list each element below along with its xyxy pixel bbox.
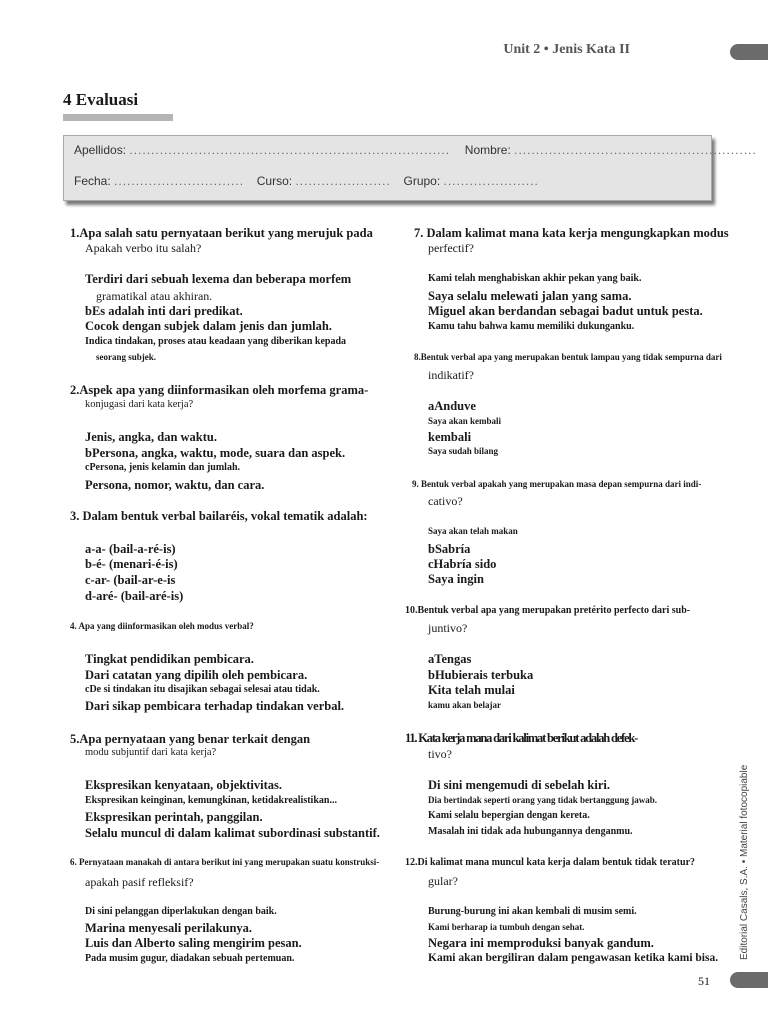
option-4a: Tingkat pendidikan pembicara. xyxy=(85,652,254,666)
option-1b: bEs adalah inti dari predikat. xyxy=(85,304,243,318)
option-10c: Kita telah mulai xyxy=(428,683,515,697)
question-1: 1.Apa salah satu pernyataan berikut yang merujuk pada xyxy=(70,226,373,240)
option-6b: Marina menyesali perilakunya. xyxy=(85,921,253,935)
curso-label: Curso: xyxy=(256,174,293,188)
option-4b: Dari catatan yang dipilih oleh pembicara. xyxy=(85,668,308,682)
question-8: 8.Bentuk verbal apa yang merupakan bentuk lampau yang tidak sempurna dari xyxy=(414,352,722,362)
question-7: 7. Dalam kalimat mana kata kerja mengungkapkan modus xyxy=(414,226,729,240)
student-info-form xyxy=(63,135,757,201)
unit-header: Unit 2 • Jenis Kata II xyxy=(503,42,630,57)
option-9b: bSabría xyxy=(428,542,471,556)
option-8c: kembali xyxy=(428,430,472,444)
option-3d: d-aré- (bail-aré-is) xyxy=(85,589,184,603)
fecha-field[interactable]: .............................. xyxy=(114,174,245,188)
page-tab-top xyxy=(730,44,768,60)
apellidos-field[interactable]: .......................................................................... xyxy=(129,143,451,157)
option-10d: kamu akan belajar xyxy=(428,700,502,710)
option-10a: aTengas xyxy=(428,652,472,666)
option-7c: Miguel akan berdandan sebagai badut untuk pesta. xyxy=(428,304,703,318)
option-2d: Persona, nomor, waktu, dan cara. xyxy=(85,478,265,492)
question-2-cont: konjugasi dari kata kerja? xyxy=(85,399,194,410)
option-11d: Masalah ini tidak ada hubungannya denganmu. xyxy=(428,826,633,837)
option-11c: Kami selalu bepergian dengan kereta. xyxy=(428,810,590,821)
option-5c: Ekspresikan perintah, panggilan. xyxy=(85,810,263,824)
question-6: 6. Pernyataan manakah di antara berikut ini yang merupakan suatu konstruksi- xyxy=(70,857,380,867)
question-10-cont: juntivo? xyxy=(428,621,468,635)
option-3b: b-é- (menari-é-is) xyxy=(85,557,178,571)
option-8b: Saya akan kembali xyxy=(428,416,502,426)
option-12a: Burung-burung ini akan kembali di musim semi. xyxy=(428,906,637,917)
question-1-cont: Apakah verbo itu salah? xyxy=(85,241,202,255)
option-8d: Saya sudah bilang xyxy=(428,446,499,456)
section-title: 4 Evaluasi xyxy=(63,90,139,109)
option-5b: Ekspresikan keinginan, kemungkinan, ketidakrealistikan... xyxy=(85,795,337,806)
grupo-label: Grupo: xyxy=(403,174,441,188)
question-12: 12.Di kalimat mana muncul kata kerja dalam bentuk tidak teratur? xyxy=(405,857,696,868)
apellidos-label: Apellidos: xyxy=(74,143,127,157)
question-9-cont: cativo? xyxy=(428,494,463,508)
publisher-sidebar-text: Editorial Casals, S.A. • Material fotocopiable xyxy=(739,764,750,960)
option-7a: Kami telah menghabiskan akhir pekan yang baik. xyxy=(428,273,642,284)
question-7-cont: perfectif? xyxy=(428,241,474,255)
option-7d: Kamu tahu bahwa kamu memiliki dukunganku. xyxy=(428,321,635,332)
option-6a: Di sini pelanggan diperlakukan dengan baik. xyxy=(85,906,277,917)
fecha-label: Fecha: xyxy=(74,174,111,188)
option-1c: Cocok dengan subjek dalam jenis dan jumlah. xyxy=(85,319,332,333)
option-5a: Ekspresikan kenyataan, objektivitas. xyxy=(85,778,283,792)
option-10b: bHubierais terbuka xyxy=(428,668,534,682)
form-row-1 xyxy=(74,143,757,157)
option-11b: Dia bertindak seperti orang yang tidak bertanggung jawab. xyxy=(428,795,658,805)
option-9d: Saya ingin xyxy=(428,572,484,586)
page-number: 51 xyxy=(698,974,710,988)
nombre-label: Nombre: xyxy=(464,143,511,157)
option-12d: Kami akan bergiliran dalam pengawasan ketika kami bisa. xyxy=(428,952,719,964)
option-7b: Saya selalu melewati jalan yang sama. xyxy=(428,289,632,303)
option-1a: Terdiri dari sebuah lexema dan beberapa morfem xyxy=(85,272,352,286)
page-tab-bottom xyxy=(730,972,768,988)
question-10: 10.Bentuk verbal apa yang merupakan pretérito perfecto dari sub- xyxy=(405,605,691,616)
question-3: 3. Dalam bentuk verbal bailaréis, vokal tematik adalah: xyxy=(70,509,368,523)
option-9c: cHabría sido xyxy=(428,557,497,571)
question-12-cont: gular? xyxy=(428,874,458,888)
option-1d: Indica tindakan, proses atau keadaan yang diberikan kepada xyxy=(85,336,347,347)
option-1d-cont: seorang subjek. xyxy=(96,352,157,362)
title-underline-bar xyxy=(63,114,173,121)
option-3a: a-a- (bail-a-ré-is) xyxy=(85,542,176,556)
nombre-field[interactable]: ........................................................ xyxy=(514,143,757,157)
question-11: 11. Kata kerja mana dari kalimat berikut adalah defek- xyxy=(405,731,638,745)
question-6-cont: apakah pasif refleksif? xyxy=(85,875,194,889)
question-4: 4. Apa yang diinformasikan oleh modus verbal? xyxy=(70,621,254,631)
question-2: 2.Aspek apa yang diinformasikan oleh morfema grama- xyxy=(70,383,369,397)
option-12c: Negara ini memproduksi banyak gandum. xyxy=(428,936,654,950)
option-6c: Luis dan Alberto saling mengirim pesan. xyxy=(85,936,302,950)
question-8-cont: indikatif? xyxy=(428,368,474,382)
option-3c: c-ar- (bail-ar-e-is xyxy=(85,573,176,587)
question-5-cont: modu subjuntif dari kata kerja? xyxy=(85,747,217,758)
option-12b: Kami berharap ia tumbuh dengan sehat. xyxy=(428,922,585,932)
option-8a: aAnduve xyxy=(428,399,476,413)
option-4d: Dari sikap pembicara terhadap tindakan verbal. xyxy=(85,699,345,713)
option-9a: Saya akan telah makan xyxy=(428,526,518,536)
question-11-cont: tivo? xyxy=(428,747,452,761)
option-6d: Pada musim gugur, diadakan sebuah pertemuan. xyxy=(85,953,295,964)
question-5: 5.Apa pernyataan yang benar terkait dengan xyxy=(70,732,311,746)
option-4c: cDe si tindakan itu disajikan sebagai selesai atau tidak. xyxy=(85,684,320,695)
option-2a: Jenis, angka, dan waktu. xyxy=(85,430,217,444)
option-11a: Di sini mengemudi di sebelah kiri. xyxy=(428,778,610,792)
option-2b: bPersona, angka, waktu, mode, suara dan aspek. xyxy=(85,446,346,460)
form-row-2 xyxy=(74,174,539,188)
option-1a-cont: gramatikal atau akhiran. xyxy=(96,289,213,303)
option-2c: cPersona, jenis kelamin dan jumlah. xyxy=(85,462,241,473)
grupo-field[interactable]: ...................... xyxy=(443,174,539,188)
option-5d: Selalu muncul di dalam kalimat subordinasi substantif. xyxy=(85,826,380,840)
question-9: 9. Bentuk verbal apakah yang merupakan masa depan sempurna dari indi- xyxy=(412,479,702,489)
curso-field[interactable]: ...................... xyxy=(295,174,391,188)
